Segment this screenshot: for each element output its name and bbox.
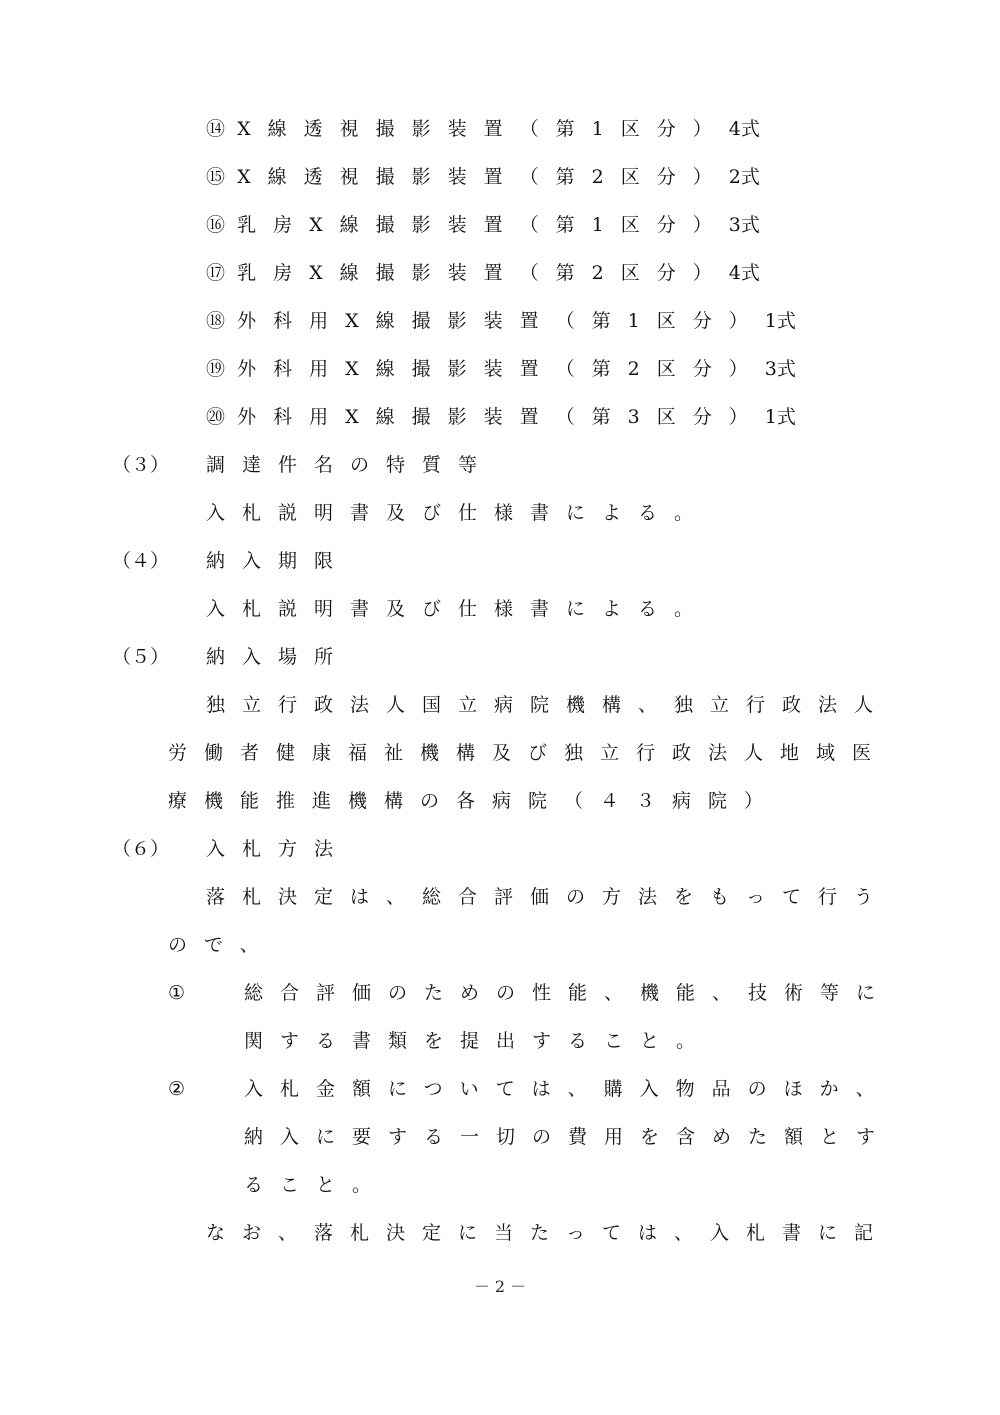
item-qty: 1式 [764, 310, 796, 332]
item-qty: 4式 [728, 262, 760, 284]
section-number: （４） [112, 550, 170, 572]
item-text: 外科用X線撮影装置（第2区分） [237, 358, 765, 380]
item-text: 乳房X線撮影装置（第1区分） [237, 214, 729, 236]
section-body: 入札説明書及び仕様書による。 [206, 598, 711, 620]
equipment-item [206, 405, 796, 429]
section-number: （６） [112, 838, 170, 860]
item-qty: 4式 [728, 118, 760, 140]
section-body-line: 労働者健康福祉機構及び独立行政法人地域医 [168, 742, 889, 764]
equipment-item [206, 213, 760, 237]
section-heading: 入札方法 [206, 838, 351, 860]
sub-item-marker: ① [168, 982, 186, 1004]
item-text: 外科用X線撮影装置（第3区分） [237, 406, 765, 428]
item-marker: ⑯ [206, 214, 226, 236]
section-body-line: ので、 [168, 934, 276, 956]
equipment-item [206, 117, 760, 141]
item-marker: ⑱ [206, 310, 226, 332]
section-number: （３） [112, 454, 170, 476]
sub-item-line: ること。 [244, 1174, 389, 1196]
item-qty: 3式 [764, 358, 796, 380]
sub-item-marker: ② [168, 1078, 186, 1100]
item-text: 乳房X線撮影装置（第2区分） [237, 262, 729, 284]
section-number: （５） [112, 646, 170, 668]
item-text: X線透視撮影装置（第1区分） [237, 118, 729, 140]
section-heading: 納入場所 [206, 646, 351, 668]
page-number: － 2 － [473, 1277, 527, 1296]
item-qty: 1式 [764, 406, 796, 428]
item-qty: 2式 [728, 166, 760, 188]
section-body-line: 療機能推進機構の各病院（４３病院） [168, 790, 781, 812]
item-marker: ⑲ [206, 358, 226, 380]
sub-item-line: 入札金額については、購入物品のほか、 [244, 1078, 892, 1100]
equipment-item [206, 309, 796, 333]
item-marker: ⑳ [206, 406, 226, 428]
item-qty: 3式 [728, 214, 760, 236]
section-heading: 納入期限 [206, 550, 351, 572]
equipment-item [206, 165, 760, 189]
item-text: X線透視撮影装置（第2区分） [237, 166, 729, 188]
section-body: 入札説明書及び仕様書による。 [206, 502, 711, 524]
item-text: 外科用X線撮影装置（第1区分） [237, 310, 765, 332]
item-marker: ⑰ [206, 262, 226, 284]
equipment-item [206, 357, 796, 381]
closing-line: なお、落札決定に当たっては、入札書に記 [206, 1222, 891, 1244]
item-marker: ⑮ [206, 166, 226, 188]
sub-item-line: 納入に要する一切の費用を含めた額とす [244, 1126, 893, 1148]
section-heading: 調達件名の特質等 [206, 454, 495, 476]
section-body-line: 独立行政法人国立病院機構、独立行政法人 [206, 694, 891, 716]
equipment-item [206, 261, 760, 285]
item-marker: ⑭ [206, 118, 226, 140]
section-body-line: 落札決定は、総合評価の方法をもって行う [206, 886, 891, 908]
sub-item-line: 関する書類を提出すること。 [244, 1030, 713, 1052]
sub-item-line: 総合評価のための性能、機能、技術等に [244, 982, 893, 1004]
